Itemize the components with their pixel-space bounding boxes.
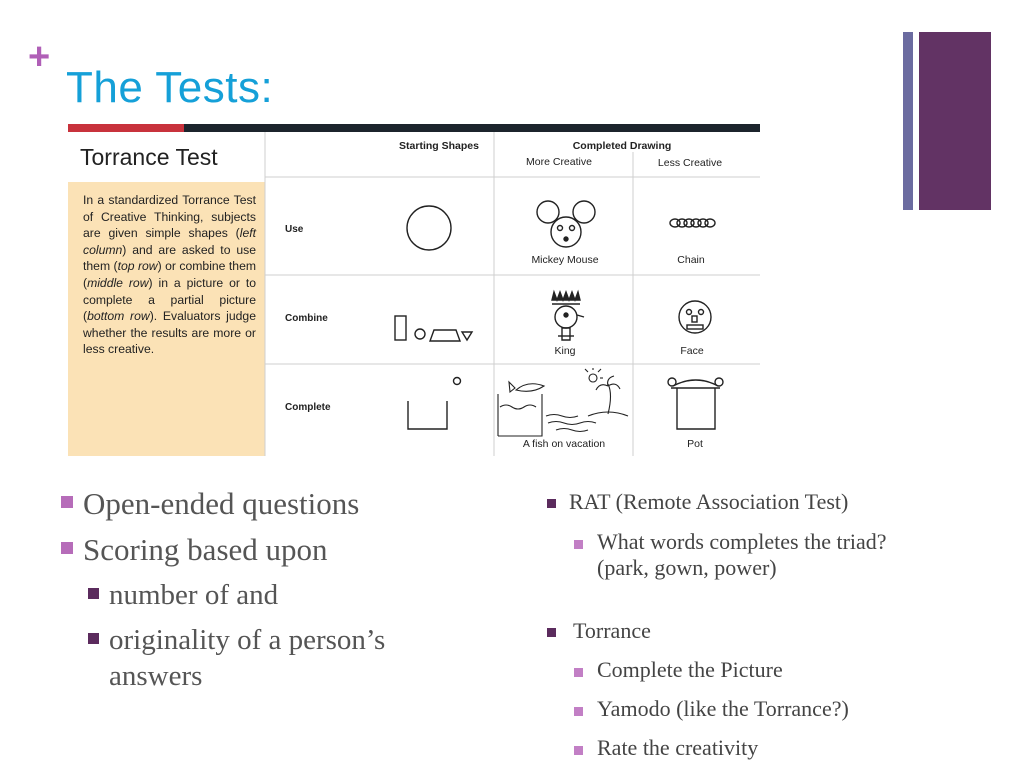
bullet-marker	[88, 633, 99, 644]
king-drawing	[552, 292, 584, 340]
face-drawing	[679, 301, 711, 333]
bullet-marker	[574, 540, 583, 549]
figure-caption: In a standardized Torrance Test of Creative Thinking, subjects are given simple shapes (left column) and are asked to use them (top row) or combine them (middle row) in a picture or to complete a partial picture (bottom row). Evaluators judge whether the results are more or less creative.	[68, 182, 265, 456]
label-fish-on-vacation: A fish on vacation	[522, 438, 606, 450]
decor-bar-thick	[919, 32, 991, 210]
header-completed-drawing: Completed Drawing	[572, 140, 672, 152]
row-label-complete: Complete	[285, 402, 331, 413]
bullet-marker	[61, 542, 73, 554]
bullet-marker	[547, 499, 556, 508]
label-pot: Pot	[687, 438, 703, 450]
bullet-torrance: Torrance	[547, 618, 651, 644]
bullet-rat: RAT (Remote Association Test)	[547, 489, 848, 515]
combine-shapes	[395, 316, 472, 341]
fish-on-vacation-drawing	[498, 368, 628, 436]
plus-icon: +	[28, 36, 51, 78]
header-more-creative: More Creative	[526, 156, 592, 168]
chain-drawing	[670, 219, 715, 227]
row-label-use: Use	[285, 224, 304, 235]
bullet-rat-triad: What words completes the triad? (park, gown, power)	[574, 529, 914, 581]
bullet-yamodo: Yamodo (like the Torrance?)	[574, 696, 849, 722]
bullet-marker	[574, 707, 583, 716]
label-mickey-mouse: Mickey Mouse	[531, 254, 599, 266]
bullet-marker	[88, 588, 99, 599]
bullet-open-ended: Open-ended questions	[61, 486, 359, 522]
label-chain: Chain	[677, 254, 705, 266]
bullet-marker	[574, 668, 583, 677]
pot-drawing	[668, 378, 723, 429]
mickey-mouse-drawing	[537, 201, 595, 247]
figure-table	[68, 124, 760, 456]
bullet-scoring: Scoring based upon	[61, 532, 328, 568]
slide-title: The Tests:	[66, 63, 274, 112]
label-king: King	[554, 345, 576, 357]
bullet-originality: originality of a person’s answers	[88, 622, 388, 694]
bullet-complete-picture: Complete the Picture	[574, 657, 783, 683]
complete-shape	[408, 378, 461, 430]
shape-circle	[407, 206, 451, 250]
label-face: Face	[680, 345, 704, 357]
bullet-marker	[61, 496, 73, 508]
bullet-rate-creativity: Rate the creativity	[574, 735, 758, 761]
torrance-figure	[68, 124, 760, 456]
header-starting-shapes: Starting Shapes	[399, 140, 479, 152]
bullet-marker	[547, 628, 556, 637]
bullet-number: number of and	[88, 577, 278, 613]
header-less-creative: Less Creative	[657, 157, 723, 169]
decor-bar-thin	[903, 32, 913, 210]
figure-title: Torrance Test	[80, 144, 218, 170]
row-label-combine: Combine	[285, 313, 328, 324]
bullet-marker	[574, 746, 583, 755]
